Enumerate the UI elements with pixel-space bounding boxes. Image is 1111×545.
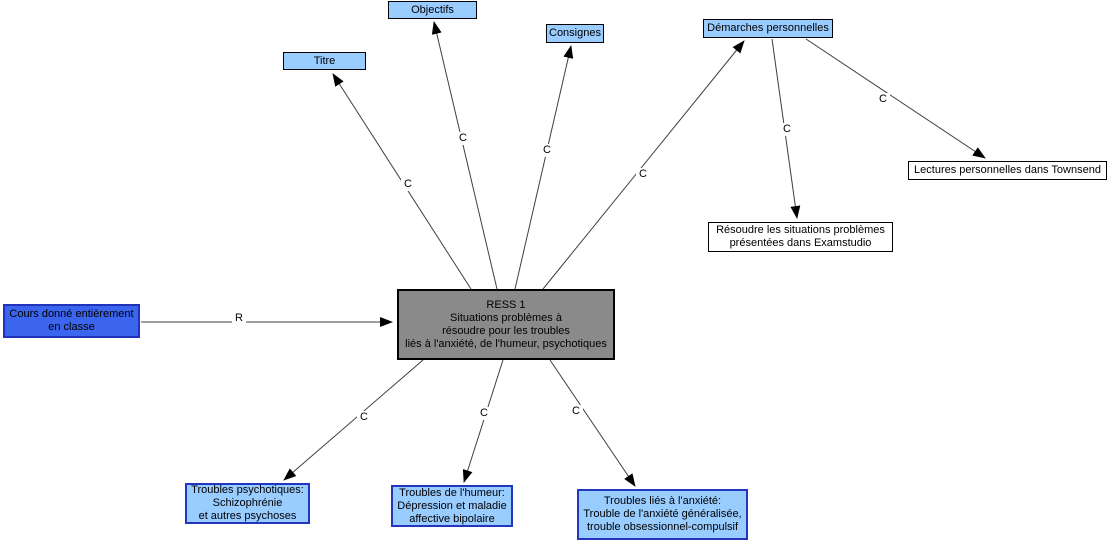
edge-label-c-ress1-anxiete[interactable]: C [569, 405, 583, 418]
edge-label-c-demarches-lectures[interactable]: C [876, 93, 890, 106]
edge-ress1-consignes [515, 46, 571, 289]
node-ress1-title: RESS 1 [486, 298, 526, 311]
node-objectifs-label: Objectifs [411, 3, 454, 16]
node-ress1-center[interactable]: RESS 1 Situations problèmes à résoudre pour les troubles liés à l'anxiété, de l'humeur, psychotiques [397, 289, 615, 360]
edge-ress1-humeur [464, 360, 503, 482]
edge-label-r-cours-ress1[interactable]: R [232, 312, 246, 325]
node-consignes-label: Consignes [549, 27, 601, 39]
edge-ress1-objectifs [434, 22, 497, 289]
edge-label-c-ress1-psychotiques[interactable]: C [357, 411, 371, 424]
node-demarches-label: Démarches personnelles [707, 22, 829, 34]
node-troubles-humeur[interactable]: Troubles de l'humeur: Dépression et maladie affective bipolaire [391, 485, 513, 527]
edge-label-c-demarches-resoudre[interactable]: C [780, 123, 794, 136]
node-lectures-townsend[interactable] [908, 161, 1107, 180]
edge-ress1-anxiete [550, 360, 635, 486]
node-objectifs[interactable] [388, 1, 477, 19]
edge-label-c-ress1-consignes[interactable]: C [540, 144, 554, 157]
node-titre-label: Titre [313, 54, 336, 67]
edge-label-c-ress1-demarches[interactable]: C [636, 168, 650, 181]
edge-label-c-ress1-humeur[interactable]: C [477, 407, 491, 420]
node-resoudre-examstudio[interactable]: Résoudre les situations problèmes présentées dans Examstudio [708, 222, 893, 252]
node-titre[interactable] [283, 52, 366, 70]
node-demarches-personnelles[interactable] [703, 19, 833, 38]
edge-ress1-psychotiques [284, 360, 423, 480]
node-lectures-label: Lectures personnelles dans Townsend [914, 164, 1101, 176]
node-troubles-anxiete[interactable]: Troubles liés à l'anxiété: Trouble de l'anxiété généralisée, trouble obsessionnel-compulsif [577, 489, 748, 540]
edge-demarches-lectures [806, 39, 985, 158]
edge-label-c-ress1-objectifs[interactable]: C [456, 132, 470, 145]
node-consignes[interactable] [546, 24, 604, 43]
node-troubles-psychotiques[interactable]: Troubles psychotiques: Schizophrénie et autres psychoses [185, 483, 310, 524]
node-cours-en-classe[interactable]: Cours donné entièrement en classe [3, 304, 140, 338]
edge-label-c-ress1-titre[interactable]: C [401, 178, 415, 191]
